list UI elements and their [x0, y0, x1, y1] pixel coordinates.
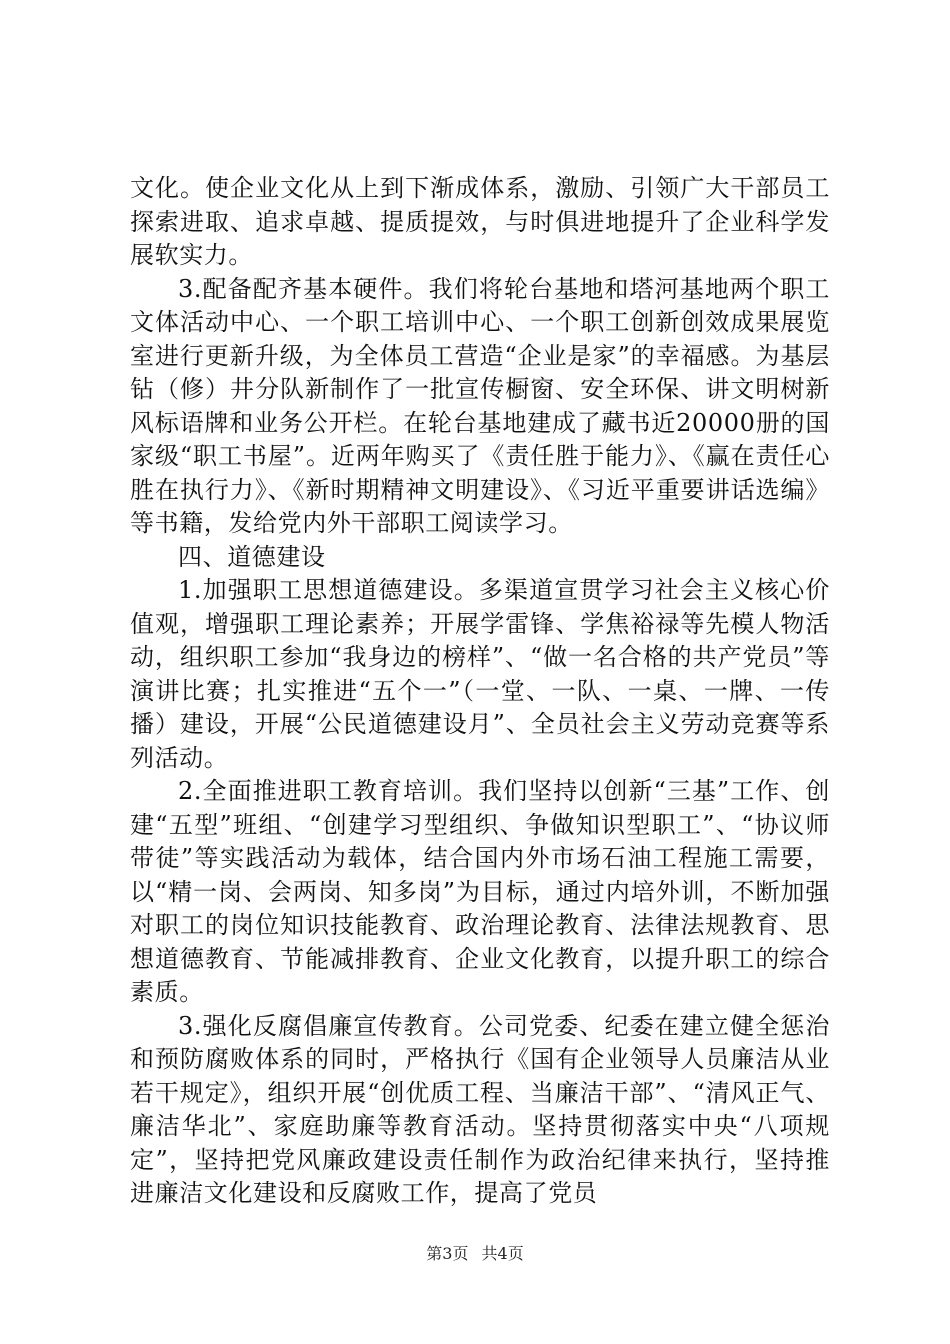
paragraph-moral-building: 1.加强职工思想道德建设。多渠道宣贯学习社会主义核心价值观，增强职工理论素养；开展学雷锋、学焦裕禄等先模人物活动，组织职工参加“我身边的榜样”、“做一名合格的共产党员”等演讲比赛；扎实推进“五个一”（一堂、一队、一桌、一牌、一传播）建设，开展“公民道德建设月”、全员社会主义劳动竞赛等系列活动。 — [130, 576, 830, 772]
paragraph-training: 2.全面推进职工教育培训。我们坚持以创新“三基”工作、创建“五型”班组、“创建学习型组织、争做知识型职工”、“协议师带徒”等实践活动为载体，结合国内外市场石油工程施工需要，以“精一岗、会两岗、知多岗”为目标，通过内培外训，不断加强对职工的岗位知识技能教育、政治理论教育、法律法规教育、思想道德教育、节能减排教育、企业文化教育，以提升职工的综合素质。 — [130, 777, 830, 1006]
document-body — [130, 172, 830, 1211]
page-number: 第3页 — [426, 1244, 469, 1263]
paragraph-hardware: 3.配备配齐基本硬件。我们将轮台基地和塔河基地两个职工文体活动中心、一个职工培训中心、一个职工创新创效成果展览室进行更新升级，为全体员工营造“企业是家”的幸福感。为基层钻（修）井分队新制作了一批宣传橱窗、安全环保、讲文明树新风标语牌和业务公开栏。在轮台基地建成了藏书近20000册的国家级“职工书屋”。近两年购买了《责任胜于能力》、《赢在责任心胜在执行力》、《新时期精神文明建设》、《习近平重要讲话选编》等书籍，发给党内外干部职工阅读学习。 — [130, 274, 830, 537]
page-footer — [0, 1244, 950, 1264]
paragraph-anticorruption: 3.强化反腐倡廉宣传教育。公司党委、纪委在建立健全惩治和预防腐败体系的同时，严格执行《国有企业领导人员廉洁从业若干规定》，组织开展“创优质工程、当廉洁干部”、“清风正气、廉洁华北”、家庭助廉等教育活动。坚持贯彻落实中央“八项规定”，坚持把党风廉政建设责任制作为政治纪律来执行，坚持推进廉洁文化建设和反腐败工作，提高了党员 — [130, 1011, 830, 1207]
section-heading-moral: 四、道德建设 — [178, 542, 326, 571]
page-total: 共4页 — [481, 1244, 524, 1263]
paragraph-continuation: 文化。使企业文化从上到下渐成体系，激励、引领广大干部员工探索进取、追求卓越、提质提效，与时俱进地提升了企业科学发展软实力。 — [130, 174, 830, 269]
